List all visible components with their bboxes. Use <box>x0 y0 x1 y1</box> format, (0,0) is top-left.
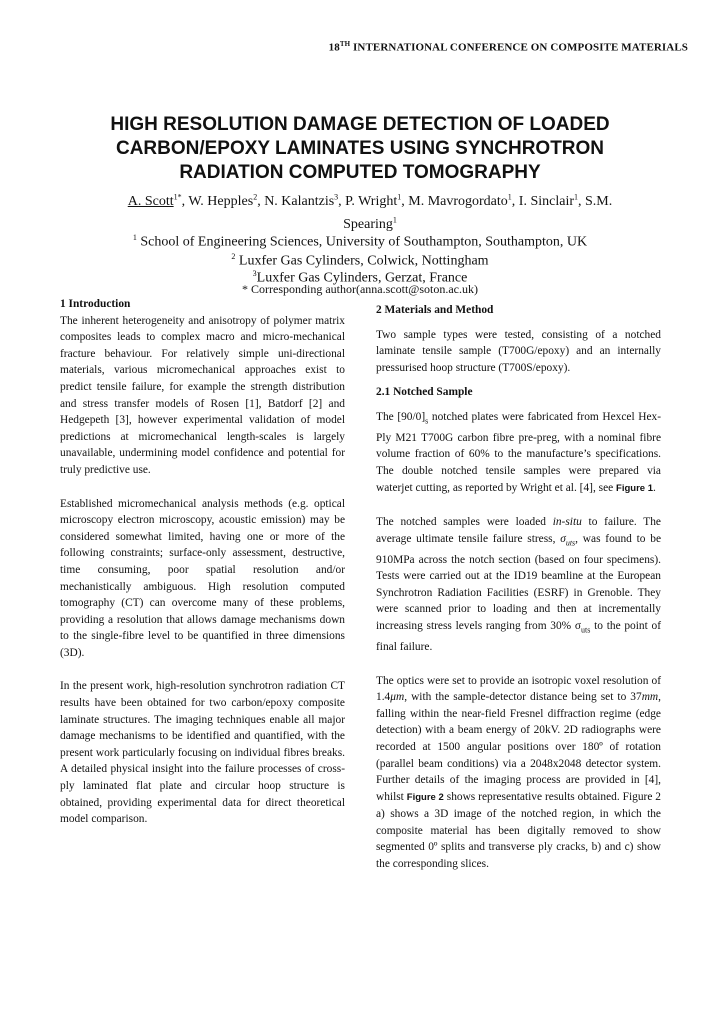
text-run-italic: mm <box>641 691 659 704</box>
affil-mark: 3 <box>252 269 257 278</box>
section-heading-materials: 2 Materials and Method <box>376 304 494 316</box>
author <box>264 194 345 209</box>
author-sep: , <box>401 193 409 209</box>
text-run: shows representative results obtained. Figure 2 a) shows a 3D image of the notched region, in which the composite material has been digitally removed to show segmented 0º splits and transverse ply cracks, b) and c) show the corresponding slices. <box>376 790 661 871</box>
author-sep: , <box>338 193 346 209</box>
text-run: notched plates were fabricated from Hexcel Hex-Ply M21 T700G carbon fibre pre-preg, with a nominal fibre volume fraction of 60% to the manufacture’s specifications. The double notched tensile samples were prepared via waterjet cutting, as reported by Wright et al. [4], see <box>376 410 661 494</box>
subscript: uts <box>565 538 576 548</box>
author <box>408 194 519 209</box>
paragraph: Established micromechanical analysis methods (e.g. optical microscopy electron microscopy, acoustic emission) may be considered somewhat limited, having one or more of the following constraints; surface-only assessment, destructive, time consuming, poor spatial resolution and/or mechanistically ambiguous. High resolution computed tomography (CT) can overcome many of these problems, providing a resolution that allows damage mechanisms down to the single-fibre level to be quantified in three dimensions (3D). <box>60 497 345 659</box>
figure-2-reference: Figure 2 <box>406 791 444 803</box>
author-affil-mark: 2 <box>253 192 258 201</box>
paragraph-gap <box>60 479 345 496</box>
paragraph <box>376 673 661 873</box>
right-column <box>376 302 661 873</box>
title-line-1: HIGH RESOLUTION DAMAGE DETECTION OF LOADED <box>110 114 610 135</box>
author-affil-mark: 1 <box>397 192 402 201</box>
author-name: N. Kalantzis <box>264 193 335 209</box>
author-affil-mark: 3 <box>334 192 339 201</box>
section-heading-introduction: 1 Introduction <box>60 298 131 310</box>
author-affil-mark: 1 <box>574 192 579 201</box>
text-run: , was found to be 910MPa across the notch section (based on four specimens). Tests were carried out at the ID19 beamline at the European Synchrotron Radiation Facilities (ESRF) in Grenoble. They were scanned prior to loading and then at incrementally increasing stress levels ranging from 30% σ <box>376 532 661 633</box>
paragraph-gap <box>60 661 345 678</box>
text-run: to failure. The average ultimate tensile failure stress, <box>376 516 661 545</box>
author <box>345 194 408 209</box>
text-run: , falling within the near-field Fresnel diffraction regime (edge detection) with a beam energy of 20kV. 2D radiographs were recorded at 1500 angular positions over 180º of rotation (parallel beam conditions) via a 2048x2048 detector system. Further details of the imaging process are provided in [4], whilst <box>376 691 661 803</box>
heading-gap <box>376 376 661 384</box>
author-sep: , <box>257 193 265 209</box>
author-affil-mark: 1 <box>507 192 512 201</box>
author-name: I. Sinclair <box>518 193 575 209</box>
author-name: M. Mavrogordato <box>408 193 508 209</box>
subsection-heading-notched: 2.1 Notched Sample <box>376 386 473 399</box>
title-line-3: RADIATION COMPUTED TOMOGRAPHY <box>179 162 541 183</box>
author-name: W. Hepples <box>188 193 254 209</box>
header-ordinal-suffix: TH <box>339 40 351 48</box>
text-run-italic: μm <box>390 691 405 704</box>
paragraph <box>376 409 661 497</box>
paragraph: The inherent heterogeneity and anisotropy of polymer matrix composites leads to complex macro and micro-mechanical fracture behaviour. For relatively simple uni-directional materials, various micromechanical approaches exist to predict tensile failure, for example the strength distribution and stress transfer models of Rosen [1], Batdorf [2] and Hedgepeth [3], however experimental validation of model predictions at micromechanical length-scales is largely unavailable, undermining model confidence and potential for truly predictive use. <box>60 314 345 476</box>
affil-text: Luxfer Gas Cylinders, Colwick, Nottingham <box>235 253 489 269</box>
author-affil-mark: 1 <box>392 215 397 225</box>
figure-1-reference: Figure 1 <box>616 482 653 494</box>
paragraph-gap <box>376 656 661 673</box>
header-text: INTERNATIONAL CONFERENCE ON COMPOSITE MATERIALS <box>350 41 688 54</box>
author-name: P. Wright <box>345 193 398 209</box>
author-name: A. Scott <box>127 193 174 209</box>
affil-mark: 2 <box>231 252 236 261</box>
sigma-symbol: σ <box>560 532 566 545</box>
paragraph-gap <box>376 497 661 514</box>
text-run: The optics were set to provide an isotropic voxel resolution of 1.4 <box>376 674 661 704</box>
running-header <box>0 40 720 54</box>
author <box>128 194 189 209</box>
heading-gap <box>376 401 661 409</box>
left-column <box>60 296 345 828</box>
author-name: S.M. Spearing <box>343 193 613 233</box>
paragraph: In the present work, high-resolution synchrotron radiation CT results have been obtained for two carbon/epoxy composite laminate structures. The imaging techniques enable all major damage mechanisms to be identified and quantified, with the present work particularly focusing on individual fibres breaks. A detailed physical insight into the failure processes of cross-ply laminated flat plate and circular hoop structure is obtained, providing experimental data for direct theoretical model comparison. <box>60 680 345 826</box>
text-run: to the point of final failure. <box>376 620 661 653</box>
text-run: , with the sample-detector distance being set to 37 <box>404 691 642 704</box>
author-sep: , <box>511 193 519 209</box>
author <box>519 194 585 209</box>
affil-text: School of Engineering Sciences, University of Southampton, Southampton, UK <box>136 234 588 250</box>
subscript: s <box>425 416 429 426</box>
paper-title <box>60 113 660 185</box>
paragraph <box>376 514 661 655</box>
title-line-2: CARBON/EPOXY LAMINATES USING SYNCHROTRON <box>115 138 605 159</box>
text-run: . <box>653 481 656 494</box>
header-ordinal: 18 <box>328 41 340 54</box>
paragraph: Two sample types were tested, consisting of a notched laminate tensile sample (T700G/epoxy) and an internally pressurised hoop structure (T700S/epoxy). <box>376 328 661 374</box>
author <box>188 194 264 209</box>
text-run: The notched samples were loaded <box>376 516 553 529</box>
heading-gap <box>376 319 661 327</box>
author-sep: , <box>181 193 189 209</box>
author-affil-mark: 1* <box>173 192 182 201</box>
text-run: The [90/0] <box>376 410 426 423</box>
affil-mark: 1 <box>132 233 137 242</box>
affil-text: Luxfer Gas Cylinders, Gerzat, France <box>256 270 468 286</box>
author-sep: , <box>578 193 586 209</box>
subscript: uts <box>581 625 591 635</box>
text-run-italic: in-situ <box>552 516 582 529</box>
corresponding-author: * Corresponding author(anna.scott@soton.ac.uk) <box>242 282 478 296</box>
